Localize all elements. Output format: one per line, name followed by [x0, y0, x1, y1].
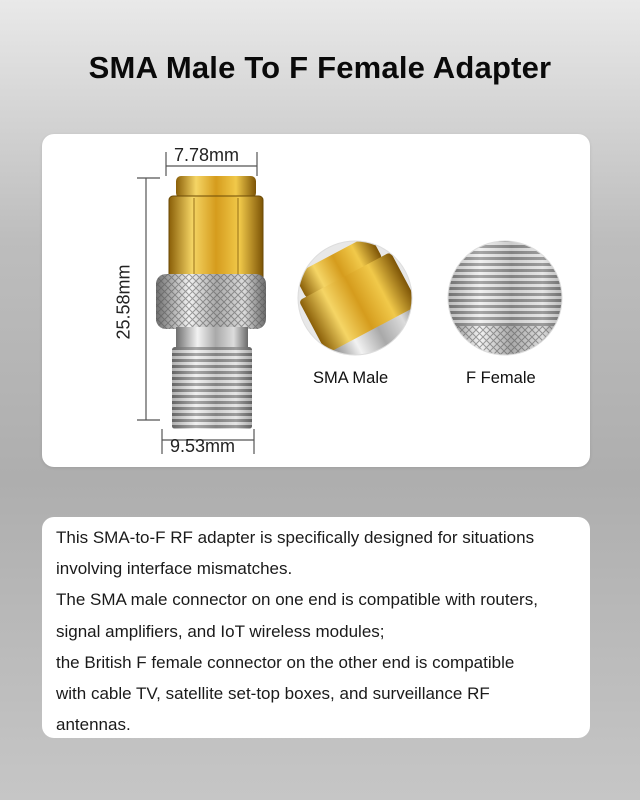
description-line: involving interface mismatches. — [56, 559, 293, 579]
top-width-label: 7.78mm — [174, 145, 240, 165]
f-female-label: F Female — [466, 369, 536, 387]
adapter-body — [156, 176, 266, 429]
description-line: antennas. — [56, 715, 131, 735]
product-image-card — [42, 134, 590, 467]
page-title: SMA Male To F Female Adapter — [88, 50, 552, 85]
description-line: with cable TV, satellite set-top boxes, and surveillance RF — [56, 684, 490, 704]
description-card — [42, 517, 590, 738]
sma-male-label: SMA Male — [313, 369, 389, 387]
f-female-closeup — [442, 239, 568, 366]
description-line: the British F female connector on the other end is compatible — [56, 652, 515, 672]
description-line: signal amplifiers, and IoT wireless modules; — [56, 621, 385, 641]
bottom-width-label: 9.53mm — [170, 436, 236, 456]
sma-male-closeup — [294, 235, 433, 381]
height-label: 25.58mm — [113, 264, 134, 340]
description-line: This SMA-to-F RF adapter is specifically designed for situations — [56, 528, 535, 547]
description-line: The SMA male connector on one end is compatible with routers, — [56, 590, 538, 610]
